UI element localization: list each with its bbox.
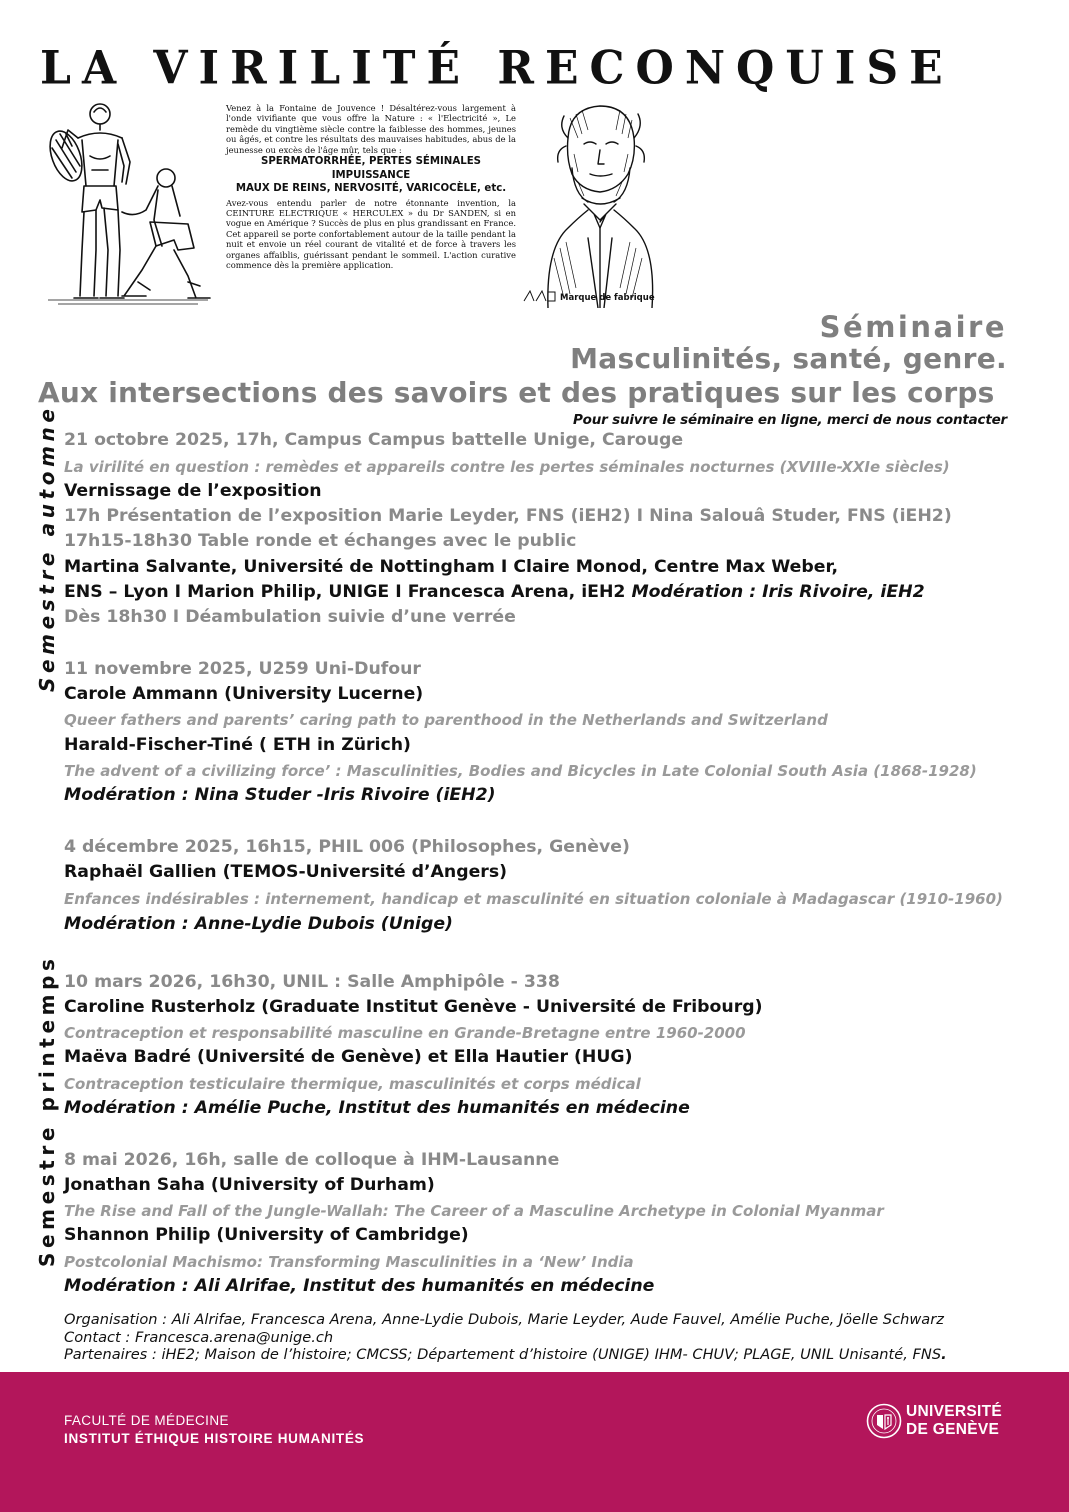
session-5-date: 8 mai 2026, 16h, salle de colloque à IHM-Lausanne bbox=[64, 1150, 560, 1170]
university-seal-icon bbox=[866, 1403, 902, 1439]
trademark-emblem-icon bbox=[522, 289, 556, 303]
organisation-line: Organisation : Ali Alrifae, Francesca Arena, Anne-Lydie Dubois, Marie Leyder, Aude Fauvel, Amélie Puche, Jöelle Schwarz bbox=[64, 1311, 944, 1328]
session-1-title: La virilité en question : remèdes et appareils contre les pertes séminales nocturnes (XVIIIe-XXIe siècles) bbox=[64, 458, 950, 476]
institute-name: INSTITUT ÉTHIQUE HISTOIRE HUMANITÉS bbox=[64, 1431, 365, 1446]
session-4-date: 10 mars 2026, 16h30, UNIL : Salle Amphipôle - 338 bbox=[64, 972, 560, 992]
session-5-speaker-2: Shannon Philip (University of Cambridge) bbox=[64, 1225, 469, 1245]
session-1-moderation: Modération : Iris Rivoire, iEH2 bbox=[631, 582, 925, 602]
session-1-presentation: 17h Présentation de l’exposition Marie Leyder, FNS (iEH2) I Nina Salouâ Studer, FNS (iEH2) bbox=[64, 506, 952, 526]
partners-end: . bbox=[941, 1346, 947, 1363]
contact-line: Contact : Francesca.arena@unige.ch bbox=[64, 1328, 334, 1346]
session-5-title-1: The Rise and Fall of the Jungle-Wallah: The Career of a Masculine Archetype in Colonial Myanmar bbox=[64, 1202, 884, 1220]
advert-text bbox=[226, 103, 516, 270]
session-4-moderation: Modération : Amélie Puche, Institut des humanités en médecine bbox=[64, 1098, 690, 1118]
session-3-speaker-1: Raphaël Gallien (TEMOS-Université d’Angers) bbox=[64, 862, 508, 882]
session-3-date: 4 décembre 2025, 16h15, PHIL 006 (Philosophes, Genève) bbox=[64, 837, 630, 857]
headline-subtitle: Aux intersections des savoirs et des pratiques sur les corps bbox=[38, 376, 995, 409]
session-2-title-2: The advent of a civilizing force’ : Masculinities, Bodies and Bicycles in Late Colonial South Asia (1868-1928) bbox=[64, 762, 977, 780]
session-5-moderation: Modération : Ali Alrifae, Institut des humanités en médecine bbox=[64, 1276, 655, 1296]
session-1-date: 21 octobre 2025, 17h, Campus Campus battelle Unige, Carouge bbox=[64, 430, 684, 450]
session-4-speaker-2: Maëva Badré (Université de Genève) et Ella Hautier (HUG) bbox=[64, 1047, 633, 1067]
session-5-title-2: Postcolonial Machismo: Transforming Masculinities in a ‘New’ India bbox=[64, 1253, 634, 1271]
advert-trademark: Marque de fabrique bbox=[560, 293, 655, 303]
university-name-line-1: UNIVERSITÉ bbox=[906, 1403, 1003, 1420]
session-4-title-1: Contraception et responsabilité masculine en Grande-Bretagne entre 1960-2000 bbox=[64, 1024, 746, 1042]
session-2-title-1: Queer fathers and parents’ caring path to parenthood in the Netherlands and Switzerland bbox=[64, 711, 828, 729]
partners-line bbox=[64, 1346, 947, 1364]
advert-paragraph-2: Avez-vous entendu parler de notre étonnante invention, la CEINTURE ELECTRIQUE « HERCULEX » du Dr SANDEN, si en vogue en Amérique ? Succès de plus en plus grandissant en France. Cet appareil se porte confortablement autour de la taille pendant la nuit et envoie un réel courant de vitalité et de force à travers les organes affaiblis, guérissant pendant le sommeil. L'action curative commence dès la première application. bbox=[226, 197, 516, 270]
advert-caps bbox=[226, 155, 516, 196]
organisation-info bbox=[64, 1311, 947, 1364]
session-3-title-1: Enfances indésirables : internement, handicap et masculinité en situation coloniale à Madagascar (1910-1960) bbox=[64, 890, 1003, 908]
session-1-speakers-2: ENS – Lyon I Marion Philip, UNIGE I Francesca Arena, iEH2 bbox=[64, 582, 626, 602]
session-1-speakers-line-1: Martina Salvante, Université de Nottingham I Claire Monod, Centre Max Weber, bbox=[64, 557, 839, 577]
faculty-name: FACULTÉ DE MÉDECINE bbox=[64, 1413, 229, 1428]
advert-caps-2: IMPUISSANCE bbox=[331, 169, 411, 181]
doctor-portrait-illustration bbox=[518, 98, 683, 308]
session-4-speaker-1: Caroline Rusterholz (Graduate Institut Genève - Université de Fribourg) bbox=[64, 997, 763, 1017]
semester-autumn-label: Semestre automne bbox=[35, 404, 59, 692]
headline-title: Masculinités, santé, genre. bbox=[570, 342, 1007, 375]
online-note: Pour suivre le séminaire en ligne, merci de nous contacter bbox=[572, 412, 1007, 428]
partners-text: Partenaires : iHE2; Maison de l’histoire; CMCSS; Département d’histoire (UNIGE) IHM- CHUV; PLAGE, UNIL Unisanté, FNS bbox=[64, 1346, 942, 1363]
session-1-event: Vernissage de l’exposition bbox=[64, 481, 322, 501]
university-name-line-2: DE GENÈVE bbox=[906, 1421, 1000, 1438]
session-2-date: 11 novembre 2025, U259 Uni-Dufour bbox=[64, 659, 421, 679]
session-1-closing: Dès 18h30 I Déambulation suivie d’une verrée bbox=[64, 607, 516, 627]
session-2-speaker-1: Carole Ammann (University Lucerne) bbox=[64, 684, 424, 704]
session-2-speaker-2: Harald-Fischer-Tiné ( ETH in Zürich) bbox=[64, 735, 411, 755]
semester-spring-label: Semestre printemps bbox=[35, 954, 59, 1267]
advert-title: LA VIRILITÉ RECONQUISE bbox=[40, 41, 954, 96]
session-1-roundtable: 17h15-18h30 Table ronde et échanges avec le public bbox=[64, 531, 577, 551]
advert-caps-3: MAUX DE REINS, NERVOSITÉ, VARICOCÈLE, etc. bbox=[235, 183, 507, 195]
session-5-speaker-1: Jonathan Saha (University of Durham) bbox=[64, 1175, 435, 1195]
headline-seminaire: Séminaire bbox=[819, 310, 1007, 344]
session-4-title-2: Contraception testiculaire thermique, masculinités et corps médical bbox=[64, 1075, 641, 1093]
advert-caps-1: SPERMATORRHÉE, PERTES SÉMINALES bbox=[260, 156, 482, 168]
session-2-moderation: Modération : Nina Studer -Iris Rivoire (iEH2) bbox=[64, 785, 496, 805]
session-3-moderation: Modération : Anne-Lydie Dubois (Unige) bbox=[64, 914, 453, 934]
strongman-illustration bbox=[38, 100, 213, 310]
session-1-speakers-line-2 bbox=[64, 581, 925, 603]
advert-paragraph-1: Venez à la Fontaine de Jouvence ! Désaltérez-vous largement à l'onde vivifiante que vous offre la Nature : « l'Electricité », Le remède du vingtième siècle contre la faiblesse des hommes, jeunes ou âgés, et contre les résultats des mauvaises habitudes, abus de la jeunesse ou excès de l'âge mûr, tels que : bbox=[226, 103, 516, 155]
